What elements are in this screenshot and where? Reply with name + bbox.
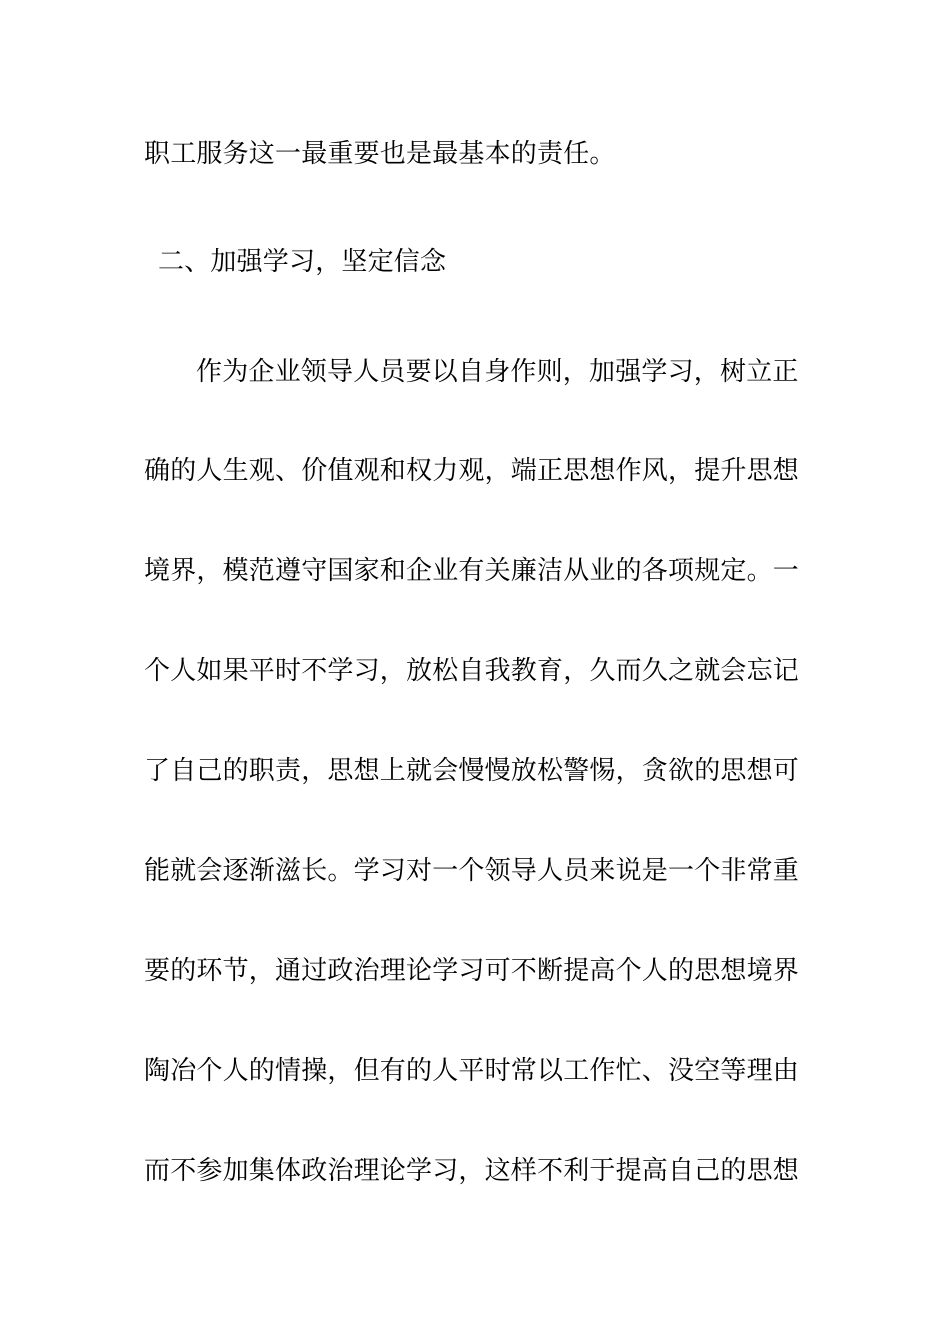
- paragraph-line: 境界，模范遵守国家和企业有关廉洁从业的各项规定。一: [144, 556, 800, 586]
- paragraph-line: 个人如果平时不学习，放松自我教育，久而久之就会忘记: [144, 656, 800, 686]
- paragraph-line: 了自己的职责，思想上就会慢慢放松警惕，贪欲的思想可: [144, 756, 800, 786]
- section-heading: 二、加强学习，坚定信念: [158, 247, 447, 277]
- paragraph-line: 确的人生观、价值观和权力观，端正思想作风，提升思想: [144, 456, 800, 486]
- paragraph-line: 要的环节，通过政治理论学习可不断提高个人的思想境界: [144, 956, 800, 986]
- paragraph-line: 而不参加集体政治理论学习，这样不利于提高自己的思想: [144, 1156, 800, 1186]
- paragraph-line: 能就会逐渐滋长。学习对一个领导人员来说是一个非常重: [144, 856, 800, 886]
- paragraph-line: 陶冶个人的情操，但有的人平时常以工作忙、没空等理由: [144, 1056, 800, 1086]
- paragraph-line: 职工服务这一最重要也是最基本的责任。: [144, 139, 616, 169]
- paragraph-line: 作为企业领导人员要以自身作则，加强学习，树立正: [196, 357, 799, 387]
